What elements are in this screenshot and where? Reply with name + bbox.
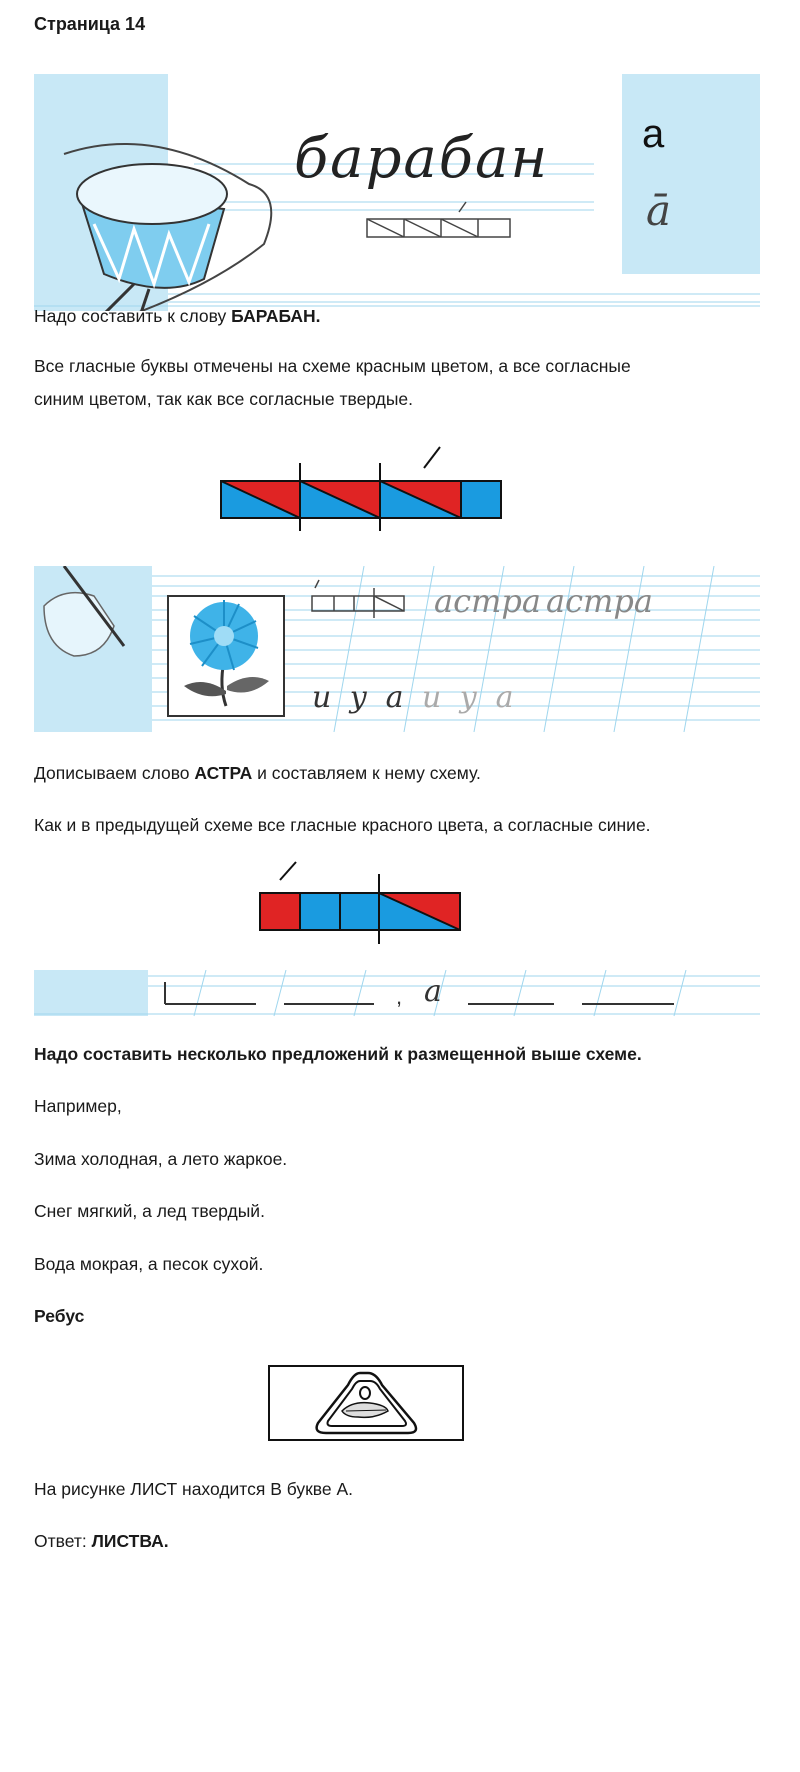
scheme-conjunction-a: а bbox=[424, 974, 442, 1009]
rebus-explanation: На рисунке ЛИСТ находится В букве А. bbox=[34, 1479, 354, 1499]
paragraph-task-baraban: Надо составить к слову БАРАБАН. bbox=[34, 306, 321, 326]
consonant-square bbox=[300, 893, 340, 930]
page-title: Страница 14 bbox=[34, 14, 146, 34]
paragraph-explanation-1: Все гласные буквы отмечены на схеме красным цветом, а все согласные синим цветом, так как все согласные твердые. bbox=[34, 356, 631, 409]
script-word-baraban: барабан bbox=[294, 126, 550, 191]
script-word-astra-2: астра bbox=[546, 582, 653, 620]
word-baraban: БАРАБАН. bbox=[231, 306, 321, 326]
rebus-heading: Ребус bbox=[34, 1306, 85, 1326]
consonant-square bbox=[340, 893, 379, 930]
vowel-square bbox=[260, 893, 300, 930]
scheme-baraban bbox=[220, 445, 510, 545]
answer-line: Ответ: ЛИСТВА. bbox=[34, 1531, 169, 1551]
vowel-print-a: а bbox=[642, 112, 665, 156]
paragraph-example-intro: Например, bbox=[34, 1096, 122, 1116]
scheme-comma: , bbox=[396, 984, 403, 1009]
stress-mark bbox=[424, 447, 440, 468]
small-scheme-baraban bbox=[367, 202, 510, 237]
vowel-script-a: ā bbox=[646, 186, 672, 235]
example-sentence-2: Снег мягкий, а лед твердый. bbox=[34, 1201, 265, 1221]
textbook-illustration-sentence-scheme bbox=[34, 970, 760, 1020]
word-astra: АСТРА bbox=[194, 763, 253, 783]
paragraph-task-astra: Дописываем слово АСТРА и составляем к нему схему. bbox=[34, 763, 481, 783]
textbook-illustration-baraban bbox=[34, 74, 760, 311]
answer-word: ЛИСТВА. bbox=[91, 1531, 169, 1551]
consonant-square bbox=[461, 481, 501, 518]
stress-mark bbox=[280, 862, 296, 880]
script-word-astra-1: астра bbox=[434, 582, 541, 620]
script-letters-row: и у а и у а bbox=[312, 680, 514, 715]
scheme-astra bbox=[258, 860, 468, 950]
rebus-picture bbox=[268, 1365, 464, 1441]
paragraph-task-sentences: Надо составить несколько предложений к размещенной выше схеме. bbox=[34, 1044, 642, 1064]
textbook-illustration-astra bbox=[34, 566, 760, 732]
paragraph-explanation-2: Как и в предыдущей схеме все гласные красного цвета, а согласные синие. bbox=[34, 815, 651, 835]
example-sentence-1: Зима холодная, а лето жаркое. bbox=[34, 1149, 288, 1169]
example-sentence-3: Вода мокрая, а песок сухой. bbox=[34, 1254, 264, 1274]
